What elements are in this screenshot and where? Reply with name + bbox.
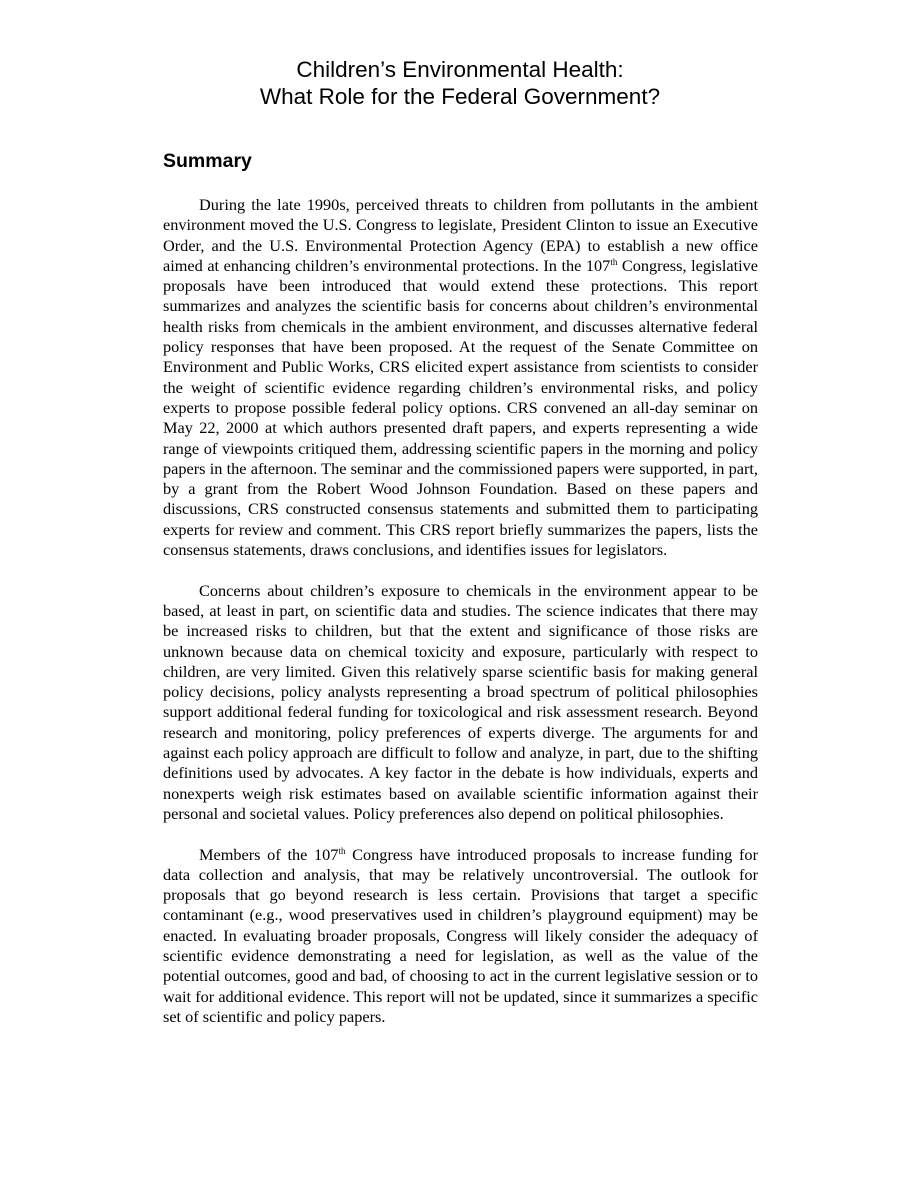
summary-paragraph-3 bbox=[163, 845, 758, 1028]
paragraph-3-text-a: Members of the 107 bbox=[199, 844, 339, 864]
title-line-2: What Role for the Federal Government? bbox=[259, 84, 661, 109]
paragraph-1-text-a: During the late 1990s, perceived threats to children from pollutants in the ambient environment moved the U.S. Congress to legislate, President Clinton to issue an Executive Order, and the U.S. Environmental Protection Agency (EPA) to establish a new office aimed at enhancing children’s environmental protections. In the 107 bbox=[163, 195, 758, 275]
paragraph-1-text-b: Congress, legislative proposals have been introduced that would extend these protections. This report summarizes and analyzes the scientific basis for concerns about children’s environmental health risks from chemicals in the ambient environment, and discusses alternative federal policy responses that have been proposed. At the request of the Senate Committee on Environment and Public Works, CRS elicited expert assistance from scientists to consider the weight of scientific evidence regarding children’s environmental risks, and policy experts to propose possible federal policy options. CRS convened an all-day seminar on May 22, 2000 at which authors presented draft papers, and experts representing a wide range of viewpoints critiqued them, addressing scientific papers in the morning and policy papers in the afternoon. The seminar and the commissioned papers were supported, in part, by a grant from the Robert Wood Johnson Foundation. Based on these papers and discussions, CRS constructed consensus statements and submitted them to participating experts for review and comment. This CRS report briefly summarizes the papers, lists the consensus statements, draws conclusions, and identifies issues for legislators. bbox=[163, 255, 758, 560]
summary-body bbox=[163, 195, 758, 1047]
ordinal-superscript: th bbox=[610, 256, 618, 267]
summary-paragraph-1 bbox=[163, 195, 758, 560]
section-heading-summary: Summary bbox=[163, 150, 252, 172]
document-title bbox=[160, 56, 760, 110]
paragraph-3-text-b: Congress have introduced proposals to increase funding for data collection and analysis, that may be relatively uncontroversial. The outlook for proposals that go beyond research is less certain. Provisions that target a specific contaminant (e.g., wood preservatives used in children’s playground equipment) may be enacted. In evaluating broader proposals, Congress will likely consider the adequacy of scientific evidence demonstrating a need for legislation, as well as the value of the potential outcomes, good and bad, of choosing to act in the current legislative session or to wait for additional evidence. This report will not be updated, since it summarizes a specific set of scientific and policy papers. bbox=[163, 844, 758, 1026]
ordinal-superscript: th bbox=[338, 845, 346, 856]
summary-paragraph-2: Concerns about children’s exposure to chemicals in the environment appear to be based, at least in part, on scientific data and studies. The science indicates that there may be increased risks to children, but that the extent and significance of those risks are unknown because data on chemical toxicity and exposure, particularly with respect to children, are very limited. Given this relatively sparse scientific basis for making general policy decisions, policy analysts representing a broad spectrum of political philosophies support additional federal funding for toxicological and risk assessment research. Beyond research and monitoring, policy preferences of experts diverge. The arguments for and against each policy approach are difficult to follow and analyze, in part, due to the shifting definitions used by advocates. A key factor in the debate is how individuals, experts and nonexperts weigh risk estimates based on available scientific information against their personal and societal values. Policy preferences also depend on political philosophies. bbox=[163, 580, 758, 823]
title-line-1: Children’s Environmental Health: bbox=[296, 57, 624, 82]
